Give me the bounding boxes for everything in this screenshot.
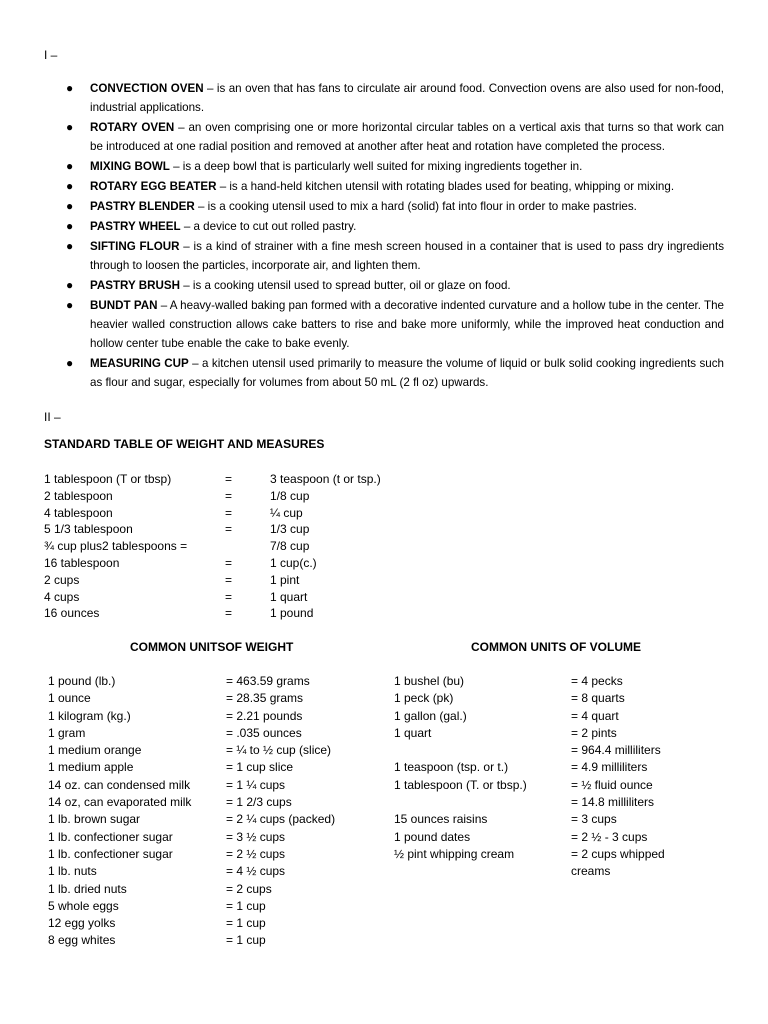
- unit-value: = 8 quarts: [571, 691, 625, 706]
- volume-table-title: COMMON UNITS OF VOLUME: [471, 640, 641, 654]
- list-item-term: SIFTING FLOUR: [90, 240, 180, 253]
- unit-value: = 964.4 milliliters: [571, 743, 661, 758]
- list-item: [44, 296, 724, 353]
- list-item-term: MIXING BOWL: [90, 160, 170, 173]
- unit-item: 12 egg yolks: [48, 916, 116, 931]
- unit-value: = 1 ¼ cups: [226, 777, 286, 792]
- equals-sign: =: [225, 589, 233, 604]
- measure-right: 1 quart: [270, 589, 308, 604]
- list-item: [44, 118, 724, 156]
- unit-value: = 1 cup slice: [226, 760, 294, 775]
- standard-table-title: STANDARD TABLE OF WEIGHT AND MEASURES: [44, 437, 325, 451]
- unit-item: 1 lb. confectioner sugar: [48, 846, 173, 861]
- unit-value: = 4 pecks: [571, 674, 623, 688]
- measure-right: 1 pint: [270, 572, 300, 587]
- list-item-term: ROTARY OVEN: [90, 121, 175, 134]
- equals-sign: =: [225, 555, 233, 570]
- list-item-text: – is a deep bowl that is particularly well suited for mixing ingredients together in.: [169, 160, 583, 173]
- list-item-text: – is an oven that has fans to circulate air around food. Convection ovens are also used for non-food, industrial applications.: [90, 82, 724, 114]
- unit-item: 1 lb. brown sugar: [48, 812, 141, 827]
- bullet-icon: ●: [66, 278, 74, 292]
- list-item-text: – an oven comprising one or more horizontal circular tables on a vertical axis that turns so that work can be introduced at one radial position and removed at another after heat and rotation have completed the process.: [90, 121, 724, 153]
- unit-value: = 1 2/3 cups: [226, 795, 292, 810]
- measure-left: 1 tablespoon (T or tbsp): [44, 472, 172, 486]
- equals-sign: =: [225, 472, 233, 486]
- measure-left: 5 1/3 tablespoon: [44, 522, 133, 537]
- unit-item: 1 peck (pk): [394, 691, 454, 706]
- equals-sign: =: [225, 488, 233, 503]
- unit-item: 14 oz, can evaporated milk: [48, 795, 192, 810]
- list-item-term: MEASURING CUP: [90, 357, 189, 370]
- unit-value: = 1 cup: [226, 933, 266, 948]
- unit-item: ½ pint whipping cream: [394, 846, 515, 861]
- unit-value: = ½ fluid ounce: [571, 777, 653, 792]
- unit-value: = 1 cup: [226, 898, 266, 913]
- equals-sign: =: [225, 572, 233, 587]
- bullet-icon: ●: [66, 179, 74, 193]
- equals-sign: =: [225, 606, 233, 621]
- list-item: [44, 197, 724, 216]
- unit-value: = ¼ to ½ cup (slice): [226, 743, 332, 758]
- measure-left: ¾ cup plus2 tablespoons =: [44, 539, 188, 554]
- unit-value: = .035 ounces: [226, 725, 302, 740]
- measure-right: 1/3 cup: [270, 522, 310, 537]
- unit-item: 1 gram: [48, 725, 86, 740]
- list-item: [44, 177, 724, 196]
- bullet-icon: ●: [66, 120, 74, 134]
- measure-left: 16 ounces: [44, 606, 100, 621]
- unit-value: = 3 ½ cups: [226, 829, 286, 844]
- bullet-icon: ●: [66, 199, 74, 213]
- list-item-term: PASTRY WHEEL: [90, 220, 181, 233]
- unit-item: 1 lb. dried nuts: [48, 881, 127, 896]
- unit-value: = 2 ¼ cups (packed): [226, 812, 336, 827]
- list-item-text: – A heavy-walled baking pan formed with a decorative indented curvature and a hollow tube in the center. The heavier walled construction allows cake batters to rise and bake more uniformly, while the improved heat conduction and hollow center tube enable the cake to bake evenly.: [90, 299, 724, 350]
- unit-item: 1 medium apple: [48, 760, 134, 775]
- list-item-term: PASTRY BLENDER: [90, 200, 195, 213]
- list-item-text: – is a hand-held kitchen utensil with rotating blades used for beating, whipping or mixing.: [216, 180, 675, 193]
- unit-value: = 28.35 grams: [226, 691, 304, 706]
- equals-sign: =: [225, 505, 233, 520]
- equals-sign: =: [225, 522, 233, 537]
- list-item-text: – is a cooking utensil used to mix a hard (solid) fat into flour in order to make pastries.: [194, 200, 637, 213]
- unit-value: = 4 quart: [571, 708, 619, 723]
- unit-item: 1 bushel (bu): [394, 674, 465, 688]
- list-item: [44, 237, 724, 275]
- list-item-text: – a device to cut out rolled pastry.: [180, 220, 357, 233]
- unit-item: 1 medium orange: [48, 743, 142, 758]
- unit-value: = 2 ½ cups: [226, 846, 286, 861]
- measure-right: 3 teaspoon (t or tsp.): [270, 472, 381, 486]
- unit-item: 1 lb. nuts: [48, 864, 97, 879]
- unit-item: 1 pound (lb.): [48, 674, 116, 688]
- unit-value: = 3 cups: [571, 812, 617, 827]
- list-item-text: – a kitchen utensil used primarily to measure the volume of liquid or bulk solid cooking ingredients such as flour and sugar, especially for volumes from about 50 mL (2 fl oz) upwards.: [90, 357, 724, 389]
- bullet-icon: ●: [66, 219, 74, 233]
- measure-right: 1 cup(c.): [270, 555, 317, 570]
- unit-item: 15 ounces raisins: [394, 812, 488, 827]
- unit-item: 8 egg whites: [48, 933, 116, 948]
- measure-left: 4 tablespoon: [44, 505, 113, 520]
- list-item: [44, 354, 724, 392]
- measure-right: 1 pound: [270, 606, 314, 621]
- measure-left: 2 cups: [44, 572, 80, 587]
- unit-item: 1 ounce: [48, 691, 91, 706]
- bullet-icon: ●: [66, 298, 74, 312]
- unit-value: = 4 ½ cups: [226, 864, 286, 879]
- list-item: [44, 217, 724, 236]
- section-one-label: I –: [44, 48, 58, 62]
- list-item-term: ROTARY EGG BEATER: [90, 180, 217, 193]
- list-item: [44, 157, 724, 176]
- unit-value: = 14.8 milliliters: [571, 795, 655, 810]
- unit-value: = 2 cups: [226, 881, 272, 896]
- unit-item: 5 whole eggs: [48, 898, 119, 913]
- unit-value: = 2 cups whipped: [571, 846, 665, 861]
- measure-right: 1/8 cup: [270, 488, 310, 503]
- unit-item: 1 tablespoon (T. or tbsp.): [394, 777, 527, 792]
- equipment-list: [44, 79, 724, 393]
- unit-item: 1 kilogram (kg.): [48, 708, 131, 723]
- unit-value: creams: [571, 864, 611, 879]
- unit-value: = 4.9 milliliters: [571, 760, 648, 775]
- unit-item: 1 pound dates: [394, 829, 471, 844]
- measure-left: 16 tablespoon: [44, 555, 120, 570]
- weight-table-title: COMMON UNITSOF WEIGHT: [130, 640, 294, 654]
- unit-item: 14 oz. can condensed milk: [48, 777, 191, 792]
- unit-value: = 2 ½ - 3 cups: [571, 829, 648, 844]
- bullet-icon: ●: [66, 356, 74, 370]
- measure-left: 2 tablespoon: [44, 488, 113, 503]
- measure-right: 7/8 cup: [270, 539, 310, 554]
- bullet-icon: ●: [66, 159, 74, 173]
- unit-value: = 463.59 grams: [226, 674, 310, 688]
- measure-left: 4 cups: [44, 589, 80, 604]
- list-item: [44, 79, 724, 117]
- list-item-term: BUNDT PAN: [90, 299, 158, 312]
- unit-item: 1 lb. confectioner sugar: [48, 829, 173, 844]
- unit-item: 1 gallon (gal.): [394, 708, 467, 723]
- bullet-icon: ●: [66, 81, 74, 95]
- list-item-term: PASTRY BRUSH: [90, 279, 180, 292]
- list-item-text: – is a cooking utensil used to spread butter, oil or glaze on food.: [179, 279, 511, 292]
- unit-value: = 2.21 pounds: [226, 708, 303, 723]
- list-item: [44, 276, 724, 295]
- unit-item: 1 quart: [394, 725, 432, 740]
- section-two-label: II –: [44, 410, 61, 424]
- bullet-icon: ●: [66, 239, 74, 253]
- list-item-term: CONVECTION OVEN: [90, 82, 204, 95]
- unit-value: = 1 cup: [226, 916, 266, 931]
- list-item-text: – is a kind of strainer with a fine mesh screen housed in a container that is used to pass dry ingredients through to loosen the particles, incorporate air, and lighten them.: [90, 240, 724, 272]
- measure-right: ¼ cup: [270, 505, 303, 520]
- unit-value: = 2 pints: [571, 725, 617, 740]
- unit-item: 1 teaspoon (tsp. or t.): [394, 760, 509, 775]
